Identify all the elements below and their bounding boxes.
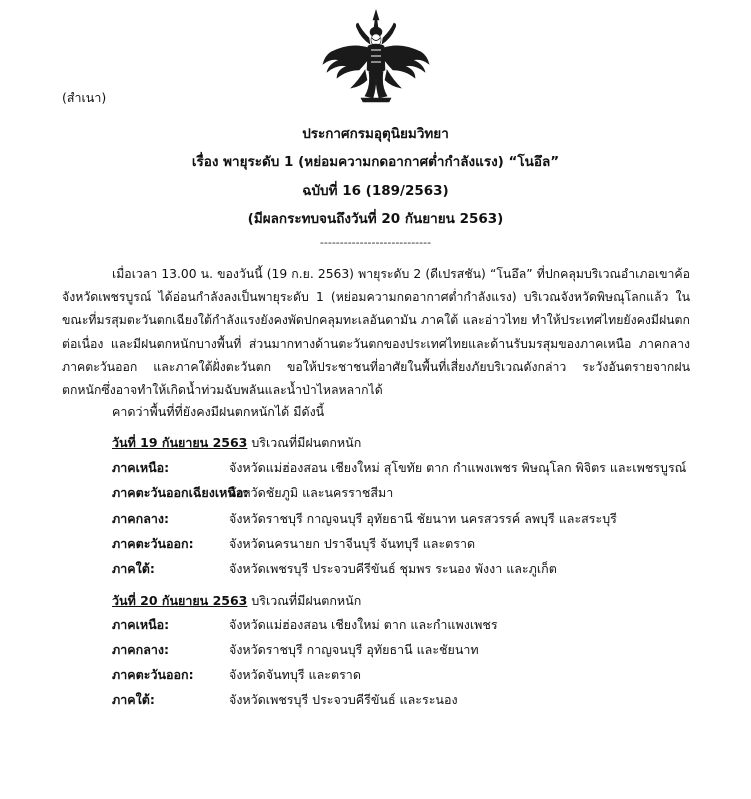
region-name: ภาคตะวันออกเฉียงเหนือ: [112,485,249,500]
region-row [112,665,712,687]
region-name: ภาคเหนือ: [112,460,170,475]
region-name: ภาคตะวันออก: [112,667,194,682]
region-provinces: จังหวัดจันทบุรี และตราด [229,667,361,682]
day-date: วันที่ 19 กันยายน 2563 [112,435,248,450]
region-provinces: จังหวัดราชบุรี กาญจนบุรี อุทัยธานี และชัยนาท [229,642,479,657]
region-name: ภาคตะวันออก: [112,536,194,551]
day-suffix: บริเวณที่มีฝนตกหนัก [247,435,362,450]
copy-label: (สำเนา) [62,90,107,105]
region-name: ภาคใต้: [112,692,155,707]
region-row [112,615,712,637]
region-name: ภาคกลาง: [112,511,169,526]
region-row [112,690,712,712]
region-provinces: จังหวัดราชบุรี กาญจนบุรี อุทัยธานี ชัยนาท นครสวรรค์ ลพบุรี และสระบุรี [229,511,617,526]
subject-line: เรื่อง พายุระดับ 1 (หย่อมความกดอากาศต่ำกำลังแรง) “โนอึล” [191,154,560,170]
region-row [112,509,712,531]
agency-title: ประกาศกรมอุตุนิยมวิทยา [302,126,449,142]
intro-line: คาดว่าพื้นที่ที่ยังคงมีฝนตกหนักได้ มีดังนี้ [112,404,325,419]
garuda-emblem-icon [321,8,431,104]
day-date: วันที่ 20 กันยายน 2563 [112,593,248,608]
region-provinces: จังหวัดเพชรบุรี ประจวบคีรีขันธ์ ชุมพร ระนอง พังงา และภูเก็ต [229,561,557,576]
region-row [112,640,712,662]
region-provinces: จังหวัดชัยภูมิ และนครราชสีมา [229,485,394,500]
day-heading [112,433,361,453]
region-provinces: จังหวัดเพชรบุรี ประจวบคีรีขันธ์ และระนอง [229,692,458,707]
region-row [112,458,712,480]
day-suffix: บริเวณที่มีฝนตกหนัก [247,593,362,608]
region-row [112,483,712,505]
region-provinces: จังหวัดแม่ฮ่องสอน เชียงใหม่ ตาก และกำแพงเพชร [229,617,498,632]
region-provinces: จังหวัดนครนายก ปราจีนบุรี จันทบุรี และตราด [229,536,476,551]
issue-number: ฉบับที่ 16 (189/2563) [302,183,449,199]
region-name: ภาคกลาง: [112,642,169,657]
day-heading [112,591,361,611]
region-name: ภาคใต้: [112,561,155,576]
body-paragraph: เมื่อเวลา 13.00 น. ของวันนี้ (19 ก.ย. 2563) พายุระดับ 2 (ดีเปรสชัน) “โนอึล” ที่ปกคลุมบริเวณอำเภอเขาค้อ จังหวัดเพชรบูรณ์ ได้อ่อนกำลังลงเป็นพายุระดับ 1 (หย่อมความกดอากาศต่ำกำลังแรง) บริเวณจังหวัดพิษณุโลกแล้ว ในขณะที่มรสุมตะวันตกเฉียงใต้กำลังแรงยังคงพัดปกคลุมทะเลอันดามัน ภาคใต้ และอ่าวไทย ทำให้ประเทศไทยยังคงมีฝนตกต่อเนื่อง และมีฝนตกหนักบางพื้นที่ ส่วนมากทางด้านตะวันตกของประเทศไทยและด้านรับมรสุมของภาคเหนือ ภาคกลาง ภาคตะวันออก และภาคใต้ฝั่งตะวันตก ขอให้ประชาชนที่อาศัยในพื้นที่เสี่ยงภัยบริเวณดังกล่าว ระวังอันตรายจากฝนตกหนักซึ่งอาจทำให้เกิดน้ำท่วมฉับพลันและน้ำป่าไหลหลากได้ [62,267,690,398]
region-provinces: จังหวัดแม่ฮ่องสอน เชียงใหม่ สุโขทัย ตาก กำแพงเพชร พิษณุโลก พิจิตร และเพชรบูรณ์ [229,460,687,475]
region-row [112,534,712,556]
divider-line: ---------------------------- [319,236,432,249]
region-row [112,559,712,581]
effect-date: (มีผลกระทบจนถึงวันที่ 20 กันยายน 2563) [247,211,504,227]
region-name: ภาคเหนือ: [112,617,170,632]
